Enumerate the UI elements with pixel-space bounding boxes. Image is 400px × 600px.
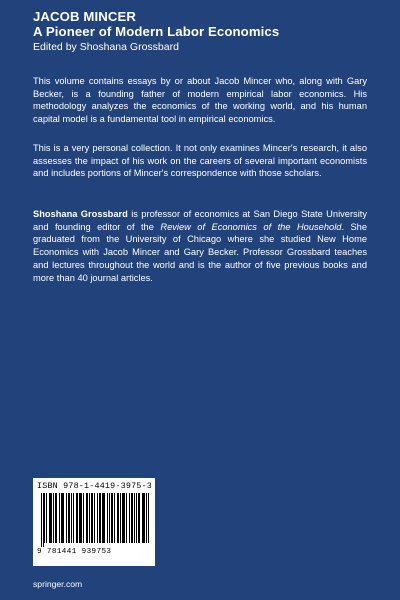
bio-text-1: is professor of economics at San Diego State University and founding editor of the xyxy=(33,209,367,232)
barcode-bar xyxy=(139,493,140,543)
barcode-bar xyxy=(62,493,63,543)
barcode-bar xyxy=(129,493,130,543)
barcode-bar xyxy=(114,493,115,543)
bio-name: Shoshana Grossbard xyxy=(33,209,128,219)
barcode-bar xyxy=(71,493,72,543)
barcode-bar xyxy=(132,493,133,543)
author-bio xyxy=(33,208,367,284)
barcode-bar xyxy=(68,493,69,543)
barcode-bar xyxy=(126,493,127,543)
barcode-bar xyxy=(50,493,51,543)
bio-text-2: . She graduated from the University of Chicago where she studied New Home Economics with Jacob Mincer and Gary Becker. Professor Grossbard teaches and lectures throughout the world and is the author of five previous books and more than 40 journal articles. xyxy=(33,221,368,283)
barcode-bar xyxy=(79,493,80,543)
barcode-bar xyxy=(69,493,70,543)
barcode-bar xyxy=(99,493,100,543)
barcode-bar xyxy=(123,493,124,543)
barcode-bar xyxy=(43,493,44,547)
website-link[interactable]: springer.com xyxy=(33,579,83,589)
bio-journal: Review of Economics of the Household xyxy=(160,221,342,232)
barcode-bar xyxy=(142,493,143,543)
barcode-bar xyxy=(131,493,132,543)
barcode-bar xyxy=(94,493,95,543)
barcode-bar xyxy=(118,493,119,543)
barcode-bar xyxy=(143,493,144,543)
barcode-bar xyxy=(144,493,145,543)
barcode-bar xyxy=(66,493,67,543)
barcode-bar xyxy=(107,493,108,543)
barcode-bar xyxy=(86,493,87,543)
barcode-bar xyxy=(92,493,93,543)
barcode-bar xyxy=(46,493,47,543)
barcode-bar xyxy=(134,493,135,543)
barcode-bar xyxy=(124,493,125,543)
barcode-bar xyxy=(91,493,92,543)
barcode-bar xyxy=(41,493,42,547)
barcode-bar xyxy=(103,493,104,543)
barcode-bar xyxy=(51,493,52,543)
barcode-bar xyxy=(83,493,84,543)
barcode-bar xyxy=(136,493,137,543)
barcode-bar xyxy=(59,493,60,543)
barcode-bar xyxy=(53,493,54,543)
barcode-bar xyxy=(76,493,77,543)
barcode-bar xyxy=(61,493,62,543)
barcode-bar xyxy=(73,493,74,543)
barcode-bar xyxy=(138,493,139,543)
barcode-bar xyxy=(44,493,45,543)
barcode-bar xyxy=(120,493,121,543)
barcode-number: 9 781441 939753 xyxy=(37,548,112,556)
editor-credit: Edited by Shoshana Grossbard xyxy=(33,41,179,53)
barcode-bar xyxy=(63,493,64,543)
barcode-bar xyxy=(148,493,149,543)
book-title: JACOB MINCER xyxy=(33,9,137,24)
barcode-bar xyxy=(80,493,81,543)
header xyxy=(33,9,373,54)
barcode-bar xyxy=(146,493,147,543)
barcode-bar xyxy=(87,493,88,543)
barcode-bar xyxy=(49,493,50,543)
barcode-bar xyxy=(111,493,112,543)
barcode-bar xyxy=(100,493,101,543)
description-paragraph-2: This is a very personal collection. It not only examines Mincer's research, it also assesses the impact of his work on the careers of several important economists and includes portions of Mincer's correspondence with those scholars. xyxy=(33,143,367,179)
barcode-box xyxy=(33,478,155,566)
barcode-bar xyxy=(97,493,98,543)
barcode-bar xyxy=(55,493,56,543)
barcode-bar xyxy=(104,493,105,543)
barcode-bar xyxy=(89,493,90,543)
barcode-bars xyxy=(37,493,151,547)
barcode-bar xyxy=(117,493,118,543)
barcode-bar xyxy=(77,493,78,543)
barcode-bar xyxy=(112,493,113,543)
barcode-bar xyxy=(102,493,103,543)
barcode-bar xyxy=(109,493,110,543)
barcode-bar xyxy=(81,493,82,543)
book-subtitle: A Pioneer of Modern Labor Economics xyxy=(33,24,280,39)
description-paragraph-1: This volume contains essays by or about Jacob Mincer who, along with Gary Becker, is a founding father of modern empirical labor economics. His methodology analyzes the economics of the working world, and his human capital model is a fundamental tool in empirical economics. xyxy=(33,76,367,125)
isbn-label: ISBN 978-1-4419-3975-3 xyxy=(37,481,152,491)
barcode-bar xyxy=(122,493,123,543)
barcode-bar xyxy=(56,493,57,543)
